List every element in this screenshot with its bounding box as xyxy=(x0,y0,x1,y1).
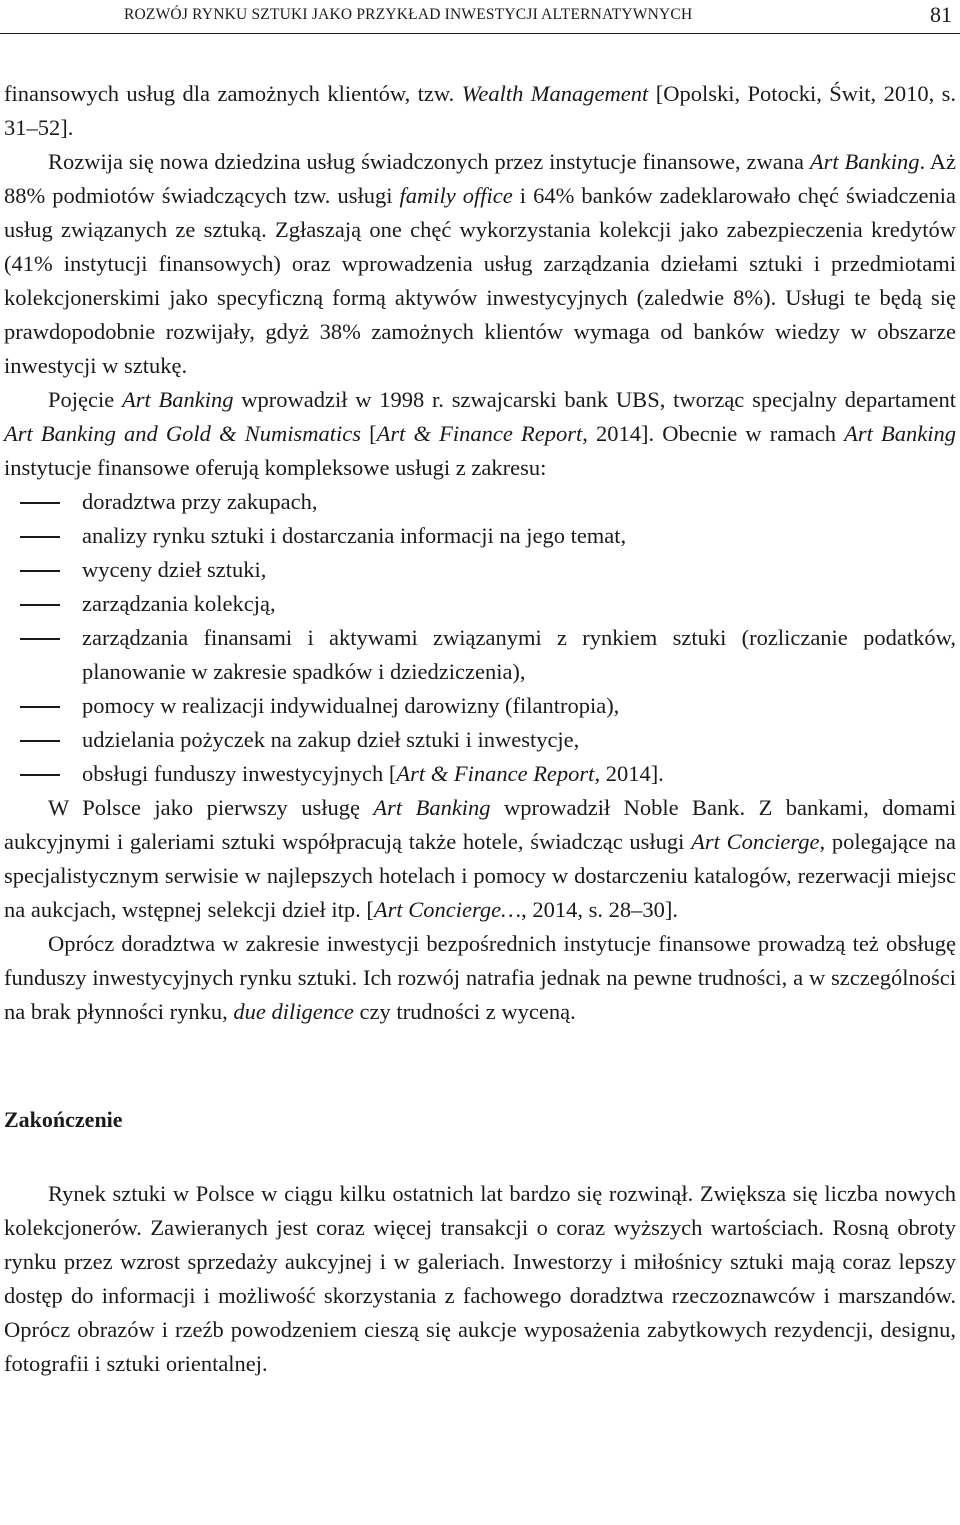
italic-term: Art Banking and Gold & Numismatics xyxy=(4,421,361,446)
running-head: ROZWÓJ RYNKU SZTUKI JAKO PRZYKŁAD INWESTYCJI ALTERNATYWNYCH xyxy=(124,6,693,23)
page-body xyxy=(4,77,956,1381)
list-item xyxy=(4,689,956,723)
text-run: wprowadził Noble Bank. Z bankami, domami aukcyjnymi i galeriami sztuki współpracują także hotele, świadcząc usługi xyxy=(4,795,957,854)
list-item xyxy=(4,485,956,519)
italic-term: Art Concierge… xyxy=(373,897,522,922)
text-run: , 2014]. xyxy=(594,761,664,786)
list-item-text: wyceny dzieł sztuki, xyxy=(82,557,267,582)
list-item-text: analizy rynku sztuki i dostarczania informacji na jego temat, xyxy=(82,523,627,548)
text-run: W Polsce jako pierwszy usługę xyxy=(48,795,374,820)
text-run: obsługi funduszy inwestycyjnych [ xyxy=(82,761,397,786)
text-run: , polegające na specjalistycznym serwisie w najlepszych hotelach i pomocy w dostarczeniu katalogów, rezerwacji miejsc na aukcjach, wstępnej selekcji dzieł itp. [ xyxy=(4,829,957,922)
paragraph-ubs xyxy=(4,383,956,485)
text-run: , 2014, s. 28–30]. xyxy=(521,897,679,922)
paragraph-continuation xyxy=(4,77,956,145)
list-item xyxy=(4,553,956,587)
list-item-text: doradztwa przy zakupach, xyxy=(82,489,318,514)
services-list xyxy=(4,485,956,791)
text-run: [Opolski, Potocki, Świt, 2010, s. 31–52]. xyxy=(4,81,957,140)
text-run: Oprócz doradztwa w zakresie inwestycji bezpośrednich instytucje finansowe prowadzą też obsługę funduszy inwestycyjnych rynku sztuki. Ich rozwój natrafia jednak na pewne trudności, a w szczególności na brak płynności rynku, xyxy=(4,931,956,1024)
text-run: i 64% banków zadeklarowało chęć świadczenia usług związanych ze sztuką. Zgłaszają one chęć wykorzystania kolekcji jako zabezpieczenia kredytów (41% instytucji finansowych) oraz wprowadzenia usług zarządzania dziełami sztuki i przedmiotami kolekcjonerskimi jako specyficzną formą aktywów inwestycyjnych (zaledwie 8%). Usługi te będą się prawdopodobnie rozwijały, gdyż 38% zamożnych klientów wymaga od banków wiedzy w obszarze inwestycji w sztukę. xyxy=(4,183,956,378)
text-run: finansowych usług dla zamożnych klientów, tzw. xyxy=(4,81,462,106)
list-item-text: udzielania pożyczek na zakup dzieł sztuki i inwestycje, xyxy=(82,727,580,752)
list-item xyxy=(4,757,956,791)
list-item xyxy=(4,587,956,621)
text-run: Pojęcie xyxy=(48,387,122,412)
list-item xyxy=(4,621,956,689)
text-run: [ xyxy=(360,421,377,446)
text-run: czy trudności z wyceną. xyxy=(353,999,576,1024)
list-item xyxy=(4,723,956,757)
text-run: instytucje finansowe oferują kompleksowe usługi z zakresu: xyxy=(4,455,547,480)
paragraph-funds xyxy=(4,927,956,1029)
list-item-text: zarządzania finansami i aktywami związanymi z rynkiem sztuki (rozliczanie podatków, planowanie w zakresie spadków i dziedziczenia), xyxy=(82,625,956,684)
text-run: , 2014]. Obecnie w ramach xyxy=(582,421,845,446)
text-run: wprowadził w 1998 r. szwajcarski bank UBS, tworząc specjalny departament xyxy=(233,387,956,412)
paragraph-conclusion: Rynek sztuki w Polsce w ciągu kilku ostatnich lat bardzo się rozwinął. Zwiększa się liczba nowych kolekcjonerów. Zawieranych jest coraz więcej transakcji o coraz wyższych wartościach. Rosną obroty rynku przez wzrost sprzedaży aukcyjnej i w galeriach. Inwestorzy i miłośnicy sztuki mają coraz lepszy dostęp do informacji i możliwość skorzystania z fachowego doradztwa rzeczoznawców i marszandów. Oprócz obrazów i rzeźb powodzeniem cieszą się aukcje wyposażenia zabytkowych rezydencji, designu, fotografii i sztuki orientalnej. xyxy=(4,1181,956,1376)
header-rule xyxy=(0,33,960,34)
italic-term: family office xyxy=(399,183,513,208)
italic-term: Art Banking xyxy=(122,387,234,412)
section-title: Zakończenie xyxy=(4,1107,123,1132)
page-number: 81 xyxy=(930,2,952,27)
paragraph-art-banking xyxy=(4,145,956,383)
list-item-text: pomocy w realizacji indywidualnej darowizny (filantropia), xyxy=(82,693,620,718)
italic-term: Art Concierge xyxy=(691,829,820,854)
italic-term: Art Banking xyxy=(809,149,920,174)
list-item xyxy=(4,519,956,553)
italic-term: Art & Finance Report xyxy=(396,761,595,786)
italic-term: Art Banking xyxy=(373,795,491,820)
italic-term: Wealth Management xyxy=(461,81,649,106)
italic-term: Art Banking xyxy=(844,421,957,446)
page-header xyxy=(0,0,960,34)
italic-term: Art & Finance Report xyxy=(376,421,583,446)
text-run: . Aż 88% podmiotów świadczących tzw. usługi xyxy=(4,149,957,208)
list-item-text: zarządzania kolekcją, xyxy=(82,591,276,616)
italic-term: due diligence xyxy=(233,999,354,1024)
paragraph-poland xyxy=(4,791,956,927)
text-run: Rozwija się nowa dziedzina usług świadczonych przez instytucje finansowe, zwana xyxy=(48,149,810,174)
